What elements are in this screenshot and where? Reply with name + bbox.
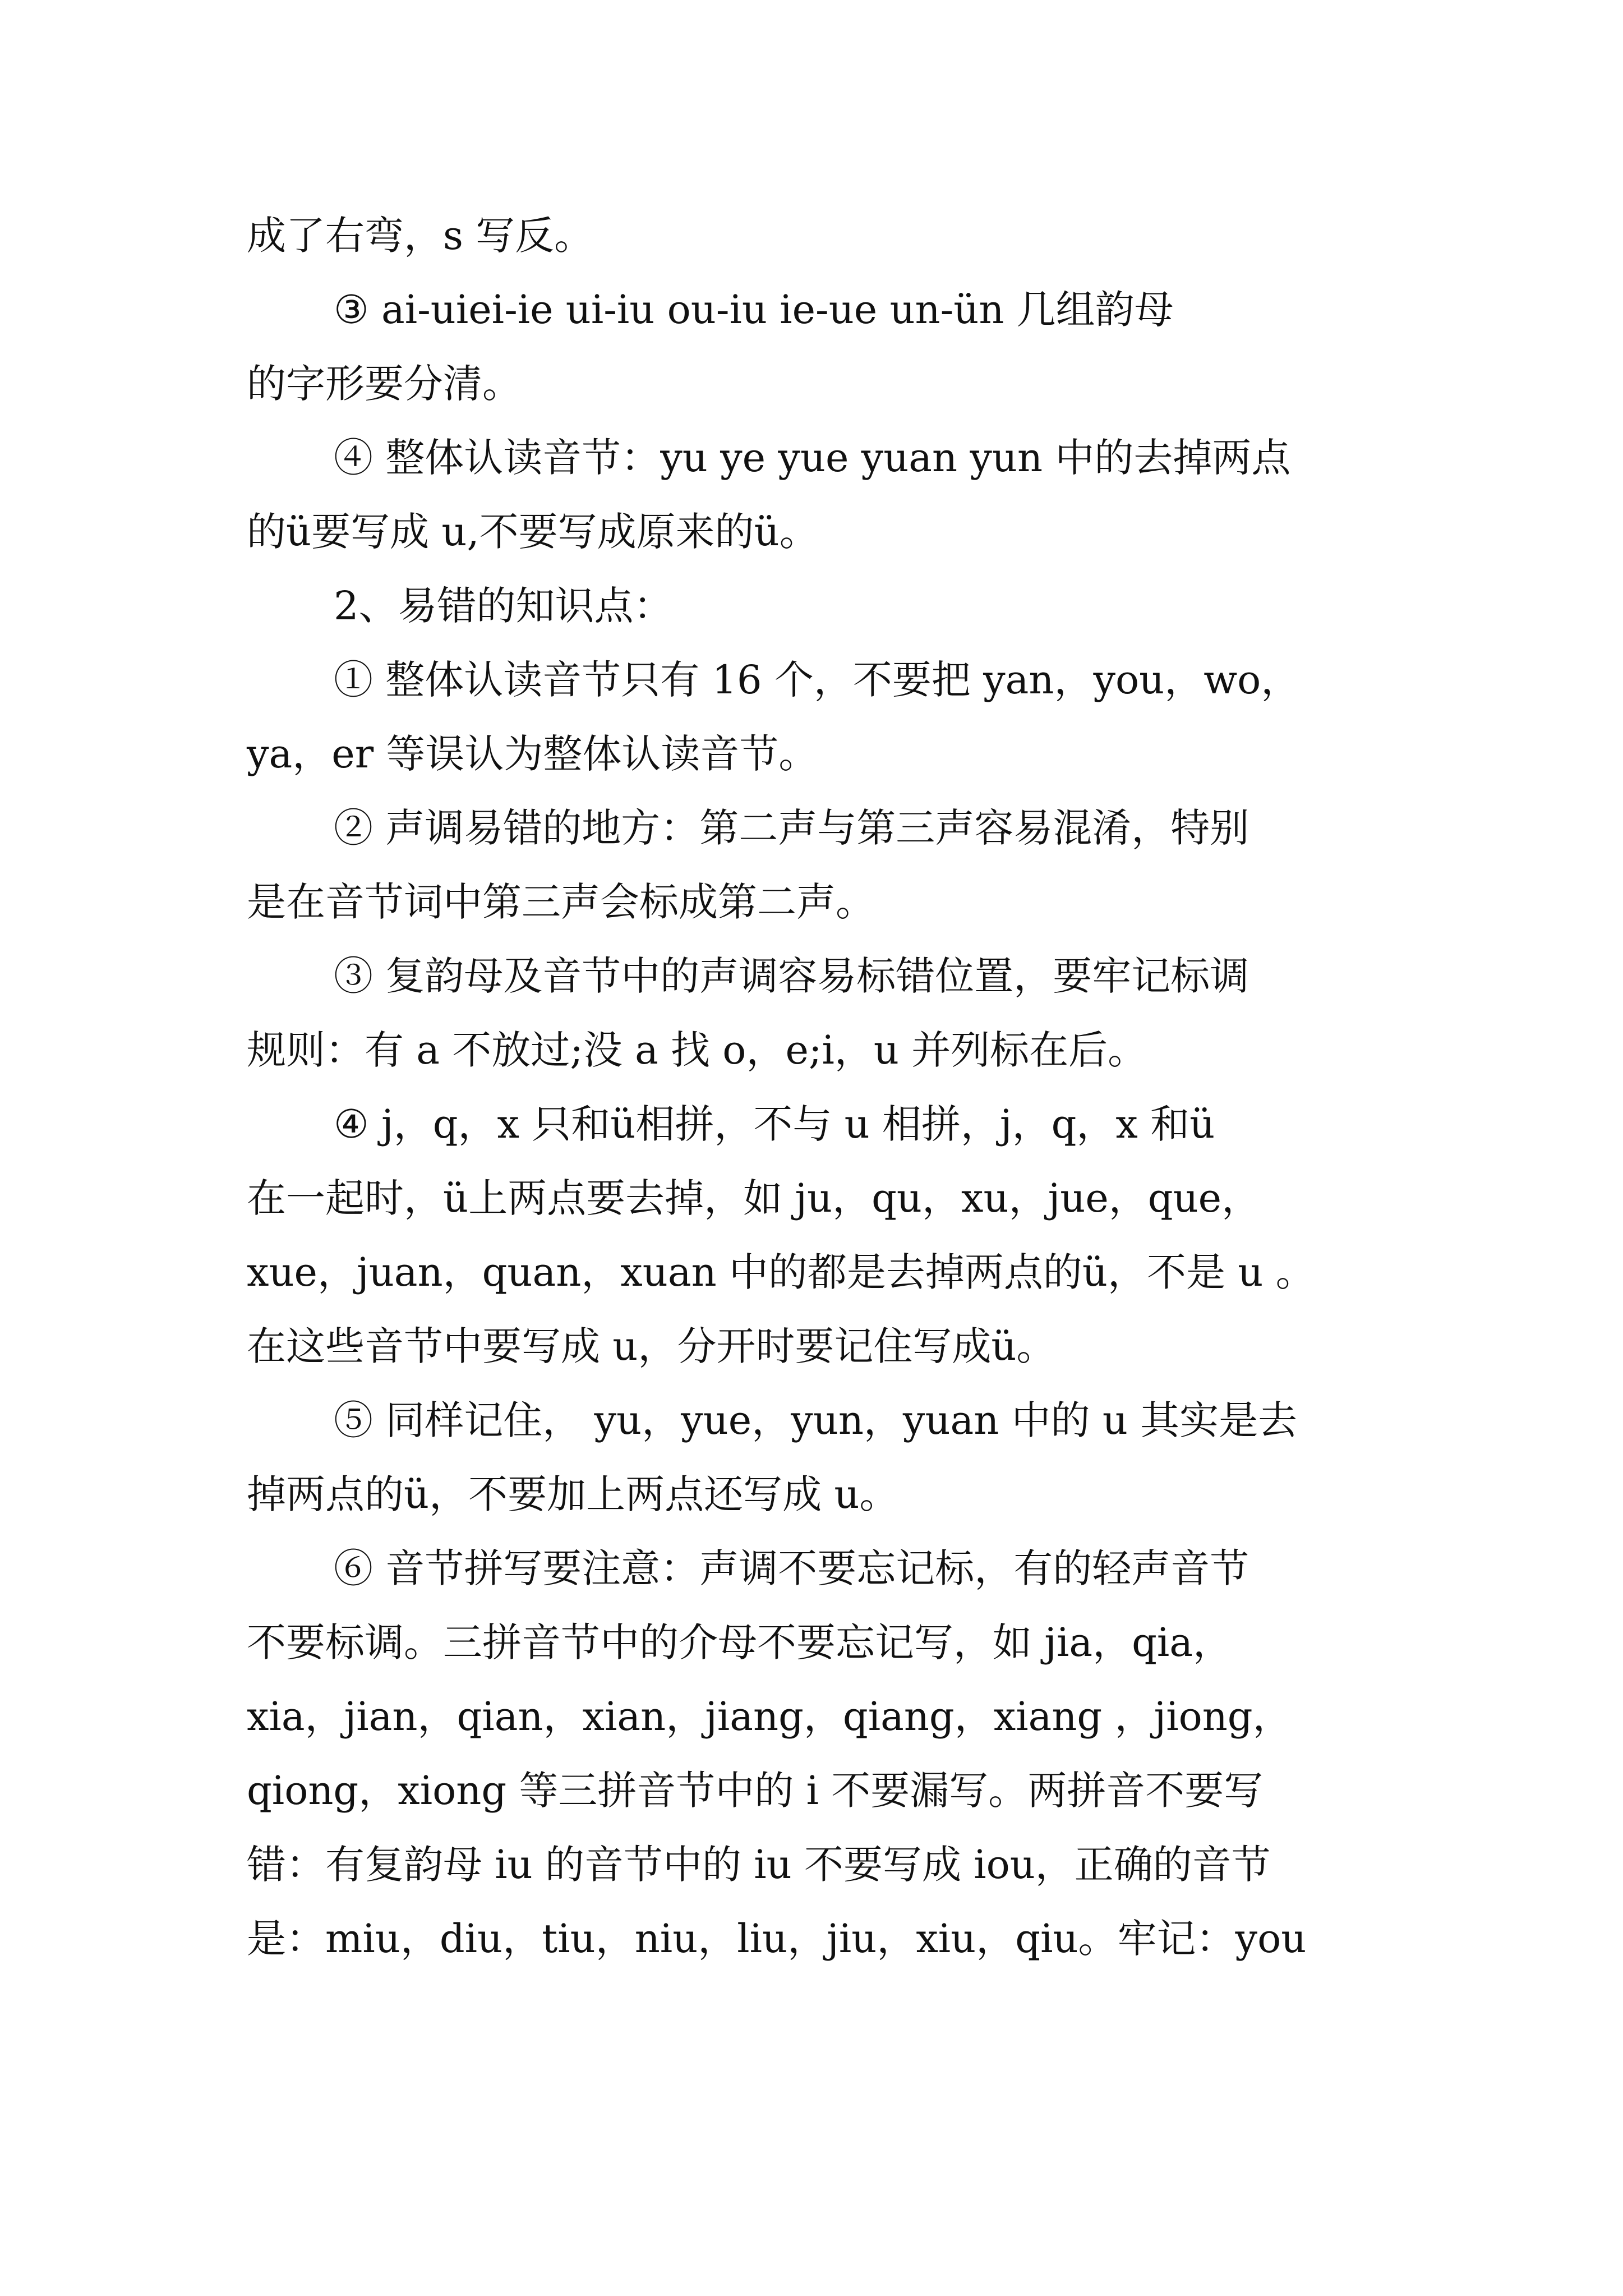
text-line: ⑥ 音节拼写要注意：声调不要忘记标，有的轻声音节 [334,1545,1249,1591]
text-line: ② 声调易错的地方：第二声与第三声容易混淆，特别 [334,805,1249,851]
text-line: qiong，xiong 等三拼音节中的 i 不要漏写。两拼音不要写 [247,1768,1264,1814]
text-line: xia，jian，qian，xian，jiang，qiang，xiang ，jiong， [247,1694,1292,1740]
text-line: 错：有复韵母 iu 的音节中的 iu 不要写成 iou，正确的音节 [247,1842,1271,1888]
text-line: ④ 整体认读音节：yu ye yue yuan yun 中的去掉两点 [334,435,1291,481]
text-line: 是：miu，diu，tiu，niu，liu，jiu，xiu，qiu。牢记：you [247,1916,1307,1962]
text-line: ③ ai-uiei-ie ui-iu ou-iu ie-ue un-ün 几组韵母 [334,287,1174,333]
text-line: ya，er 等误认为整体认读音节。 [247,731,818,777]
text-line: 不要标调。三拼音节中的介母不要忘记写，如 jia，qia， [247,1619,1233,1665]
text-line: ④ j，q，x 只和ü相拼，不与 u 相拼，j，q，x 和ü [334,1101,1215,1147]
text-line: ⑤ 同样记住， yu，yue，yun，yuan 中的 u 其实是去 [334,1397,1298,1443]
text-line: 的ü要写成 u,不要写成原来的ü。 [247,509,819,555]
section-heading: 2、易错的知识点： [334,583,673,629]
text-line: 的字形要分清。 [247,361,522,407]
text-line: 在一起时，ü上两点要去掉，如 ju，qu，xu，jue，que， [247,1175,1261,1221]
text-line: 是在音节词中第三声会标成第二声。 [247,879,875,925]
text-line: 在这些音节中要写成 u，分开时要记住写成ü。 [247,1323,1056,1369]
text-line: 掉两点的ü，不要加上两点还写成 u。 [247,1471,899,1517]
text-line: ③ 复韵母及音节中的声调容易标错位置，要牢记标调 [334,953,1249,999]
text-line: 成了右弯，s 写反。 [247,213,594,259]
text-line: ① 整体认读音节只有 16 个，不要把 yan，you，wo， [334,657,1301,703]
text-line: 规则：有 a 不放过;没 a 找 o，e;i，u 并列标在后。 [247,1027,1147,1073]
text-line: xue，juan，quan，xuan 中的都是去掉两点的ü，不是 u 。 [247,1249,1315,1295]
